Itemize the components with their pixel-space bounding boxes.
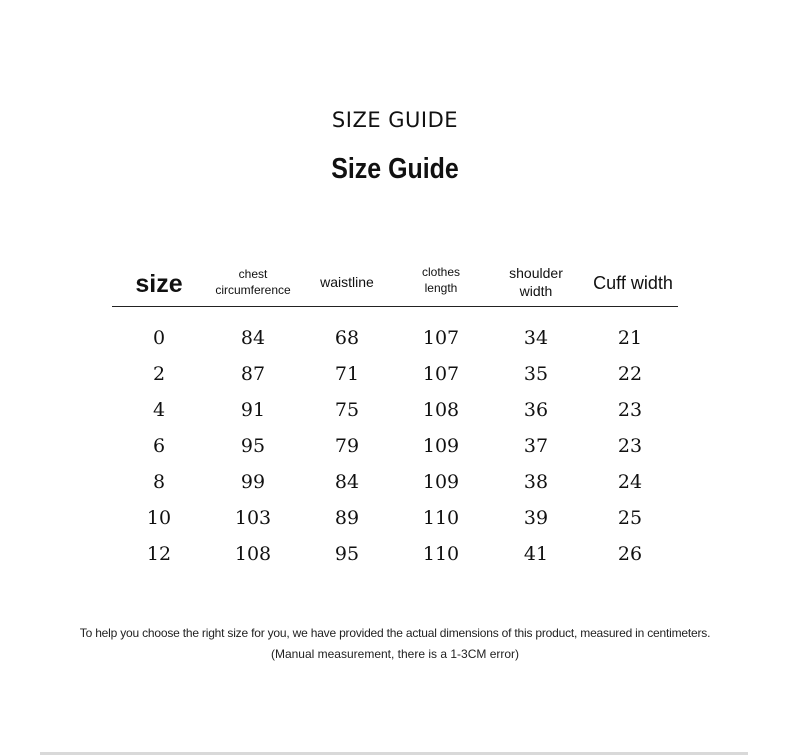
header-length bbox=[422, 264, 460, 296]
header-waist bbox=[320, 273, 374, 291]
cell-size: 4 bbox=[152, 399, 166, 421]
cell-size: 2 bbox=[152, 363, 166, 385]
size-guide-title-en: SIZE GUIDE bbox=[331, 108, 459, 132]
cell-size: 6 bbox=[152, 435, 166, 457]
cell-length: 108 bbox=[422, 399, 460, 421]
header-length-line1: clothes bbox=[421, 265, 461, 279]
cell-chest: 103 bbox=[234, 507, 272, 529]
cell-length: 109 bbox=[422, 435, 460, 457]
cell-cuff: 25 bbox=[617, 507, 643, 529]
header-shoulder-line2: width bbox=[519, 283, 553, 299]
cell-length: 109 bbox=[422, 471, 460, 493]
cell-shoulder: 35 bbox=[523, 363, 549, 385]
header-cuff-label: Cuff width bbox=[593, 273, 673, 293]
header-size bbox=[135, 270, 182, 299]
cell-size: 12 bbox=[146, 543, 172, 565]
table-row bbox=[0, 327, 790, 363]
cell-length: 107 bbox=[422, 363, 460, 385]
cell-chest: 99 bbox=[240, 471, 266, 493]
cell-shoulder: 38 bbox=[523, 471, 549, 493]
cell-length: 107 bbox=[422, 327, 460, 349]
cell-waist: 84 bbox=[334, 471, 360, 493]
cell-waist: 75 bbox=[334, 399, 360, 421]
cell-waist: 71 bbox=[334, 363, 360, 385]
cell-chest: 91 bbox=[240, 399, 266, 421]
cell-cuff: 22 bbox=[617, 363, 643, 385]
cell-cuff: 23 bbox=[617, 399, 643, 421]
header-waist-label: waistline bbox=[320, 274, 374, 290]
cell-size: 0 bbox=[152, 327, 166, 349]
measurement-note: To help you choose the right size for you, we have provided the actual dimensions of this product, measured in centimeters. bbox=[79, 626, 711, 640]
table-row bbox=[0, 471, 790, 507]
cell-chest: 87 bbox=[240, 363, 266, 385]
header-chest-line1: chest bbox=[238, 267, 268, 281]
cell-chest: 95 bbox=[240, 435, 266, 457]
header-length-line2: length bbox=[424, 281, 458, 295]
cell-length: 110 bbox=[422, 507, 460, 529]
cell-length: 110 bbox=[422, 543, 460, 565]
table-row bbox=[0, 363, 790, 399]
cell-size: 10 bbox=[146, 507, 172, 529]
table-row bbox=[0, 543, 790, 579]
cell-shoulder: 36 bbox=[523, 399, 549, 421]
cell-chest: 84 bbox=[240, 327, 266, 349]
measurement-error-note: (Manual measurement, there is a 1-3CM error) bbox=[270, 647, 520, 661]
cell-shoulder: 37 bbox=[523, 435, 549, 457]
bottom-divider bbox=[40, 752, 748, 755]
header-chest bbox=[215, 266, 290, 298]
cell-chest: 108 bbox=[234, 543, 272, 565]
cell-cuff: 24 bbox=[617, 471, 643, 493]
header-divider bbox=[112, 306, 678, 307]
header-size-label: size bbox=[135, 270, 183, 298]
table-row bbox=[0, 507, 790, 543]
cell-waist: 89 bbox=[334, 507, 360, 529]
cell-cuff: 26 bbox=[617, 543, 643, 565]
table-row bbox=[0, 435, 790, 471]
cell-waist: 79 bbox=[334, 435, 360, 457]
cell-waist: 68 bbox=[334, 327, 360, 349]
size-guide-title: Size Guide bbox=[331, 153, 459, 185]
cell-shoulder: 41 bbox=[523, 543, 549, 565]
cell-cuff: 21 bbox=[617, 327, 643, 349]
cell-waist: 95 bbox=[334, 543, 360, 565]
table-row bbox=[0, 399, 790, 435]
header-chest-line2: circumference bbox=[215, 283, 291, 297]
header-shoulder bbox=[509, 264, 563, 300]
cell-size: 8 bbox=[152, 471, 166, 493]
cell-shoulder: 39 bbox=[523, 507, 549, 529]
cell-cuff: 23 bbox=[617, 435, 643, 457]
header-shoulder-line1: shoulder bbox=[509, 265, 563, 281]
header-cuff bbox=[593, 272, 673, 294]
cell-shoulder: 34 bbox=[523, 327, 549, 349]
